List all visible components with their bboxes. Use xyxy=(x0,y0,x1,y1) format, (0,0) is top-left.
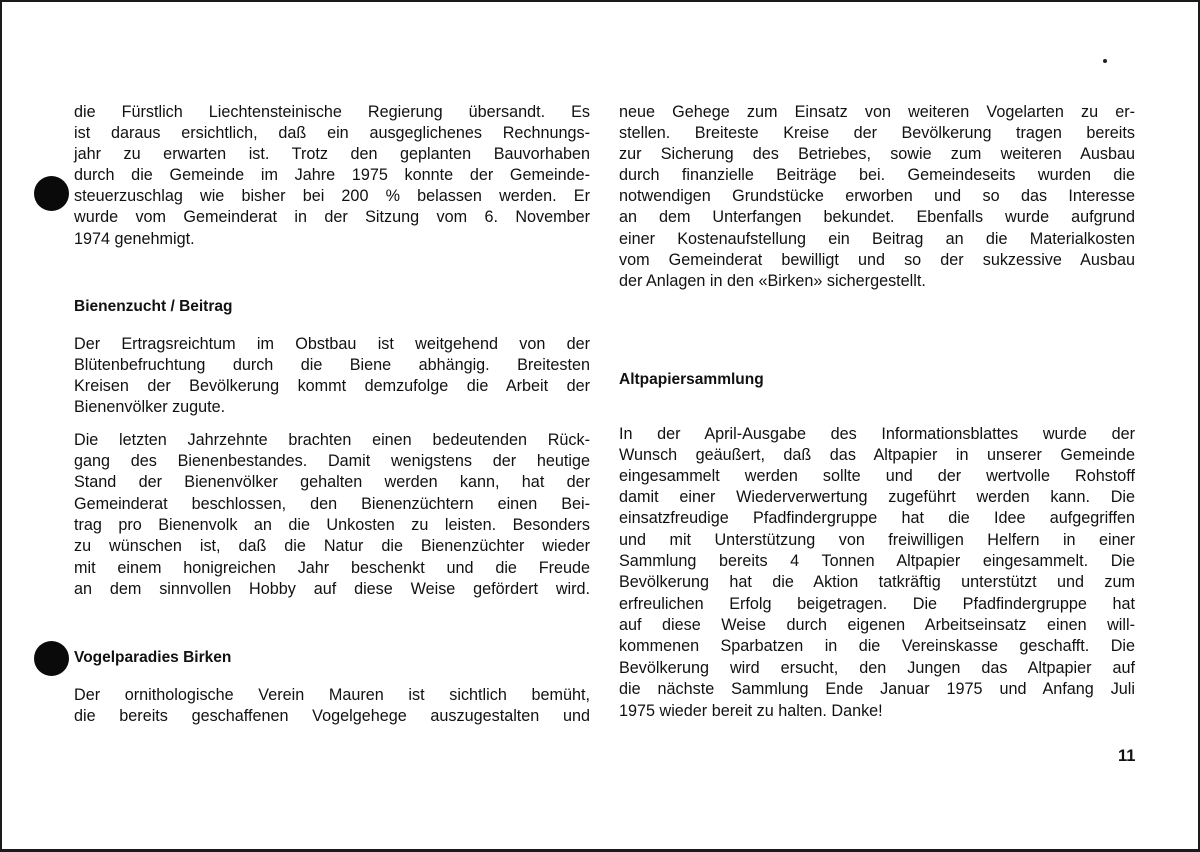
text-line: 1975 wieder bereit zu halten. Danke! xyxy=(619,702,883,720)
text-line: die nächste Sammlung Ende Januar 1975 und Anfang Juli xyxy=(619,680,1135,698)
text-line: kommenen Sparbatzen in die Vereinskasse geschafft. Die xyxy=(619,637,1135,655)
text-line: gang des Bienenbestandes. Damit wenigstens der heutige xyxy=(74,452,590,470)
ink-speck xyxy=(1103,59,1107,63)
text-line: neue Gehege zum Einsatz von weiteren Vogelarten zu er- xyxy=(619,103,1135,121)
heading-altpapiersammlung: Altpapiersammlung xyxy=(619,371,764,388)
text-line: eingesammelt werden sollte und der wertvolle Rohstoff xyxy=(619,467,1135,485)
text-line: Wunsch geäußert, daß das Altpapier in unserer Gemeinde xyxy=(619,446,1135,464)
text-line: Der Ertragsreichtum im Obstbau ist weitgehend von der xyxy=(74,335,590,353)
text-line: 1974 genehmigt. xyxy=(74,230,195,248)
text-line: Bevölkerung hat die Aktion tatkräftig unterstützt und zum xyxy=(619,573,1135,591)
text-line: wurde vom Gemeinderat in der Sitzung vom 6. November xyxy=(74,208,590,226)
text-line: Die letzten Jahrzehnte brachten einen bedeutenden Rück- xyxy=(74,431,590,449)
text-line: die Fürstlich Liechtensteinische Regierung übersandt. Es xyxy=(74,103,590,121)
text-line: einsatzfreudige Pfadfindergruppe hat die Idee aufgegriffen xyxy=(619,509,1135,527)
text-line: steuerzuschlag wie bisher bei 200 % belassen werden. Er xyxy=(74,187,590,205)
text-line: In der April-Ausgabe des Informationsblattes wurde der xyxy=(619,425,1135,443)
text-line: mit einem honigreichen Jahr beschenkt und die Freude xyxy=(74,559,590,577)
punch-hole-upper xyxy=(34,176,69,211)
text-line: Blütenbefruchtung durch die Biene abhängig. Breitesten xyxy=(74,356,590,374)
text-line: auf diese Weise durch eigenen Arbeitseinsatz einen will- xyxy=(619,616,1135,634)
text-line: erfreulichen Erfolg beigetragen. Die Pfadfindergruppe hat xyxy=(619,595,1135,613)
text-line: Gemeinderat beschlossen, den Bienenzüchtern einen Bei- xyxy=(74,495,590,513)
text-line: Der ornithologische Verein Mauren ist sichtlich bemüht, xyxy=(74,686,590,704)
text-line: an dem Unterfangen bekundet. Ebenfalls wurde aufgrund xyxy=(619,208,1135,226)
text-line: Bienenvölker zugute. xyxy=(74,398,226,416)
text-line: jahr zu erwarten ist. Trotz den geplanten Bauvorhaben xyxy=(74,145,590,163)
punch-hole-lower xyxy=(34,641,69,676)
text-line: durch die Gemeinde im Jahre 1975 konnte der Gemeinde- xyxy=(74,166,590,184)
page-number: 11 xyxy=(1118,747,1136,765)
text-line: und mit Unterstützung von freiwilligen Helfern in einer xyxy=(619,531,1135,549)
text-line: stellen. Breiteste Kreise der Bevölkerung tragen bereits xyxy=(619,124,1135,142)
text-line: durch finanzielle Beiträge bei. Gemeindeseits wurden die xyxy=(619,166,1135,184)
heading-vogelparadies: Vogelparadies Birken xyxy=(74,649,232,666)
text-line: Bevölkerung wird ersucht, den Jungen das Altpapier auf xyxy=(619,659,1135,677)
text-line: ist daraus ersichtlich, daß ein ausgeglichenes Rechnungs- xyxy=(74,124,590,142)
text-line: Stand der Bienenvölker gehalten werden kann, hat der xyxy=(74,473,590,491)
text-line: Kreisen der Bevölkerung kommt demzufolge die Arbeit der xyxy=(74,377,590,395)
text-line: vom Gemeinderat bewilligt und so der sukzessive Ausbau xyxy=(619,251,1135,269)
text-line: trag pro Bienenvolk an die Unkosten zu leisten. Besonders xyxy=(74,516,590,534)
text-line: einer Kostenaufstellung ein Beitrag an die Materialkosten xyxy=(619,230,1135,248)
heading-bienenzucht: Bienenzucht / Beitrag xyxy=(74,298,233,315)
text-line: der Anlagen in den «Birken» sichergestellt. xyxy=(619,272,926,290)
text-line: zu wünschen ist, daß die Natur die Bienenzüchter wieder xyxy=(74,537,590,555)
text-line: notwendigen Grundstücke erworben und so das Interesse xyxy=(619,187,1135,205)
text-line: zur Sicherung des Betriebes, sowie zum weiteren Ausbau xyxy=(619,145,1135,163)
text-line: die bereits geschaffenen Vogelgehege auszugestalten und xyxy=(74,707,590,725)
text-line: damit einer Wiederverwertung zugeführt werden kann. Die xyxy=(619,488,1135,506)
text-line: Sammlung bereits 4 Tonnen Altpapier eingesammelt. Die xyxy=(619,552,1135,570)
text-line: an dem sinnvollen Hobby auf diese Weise gefördert wird. xyxy=(74,580,590,598)
